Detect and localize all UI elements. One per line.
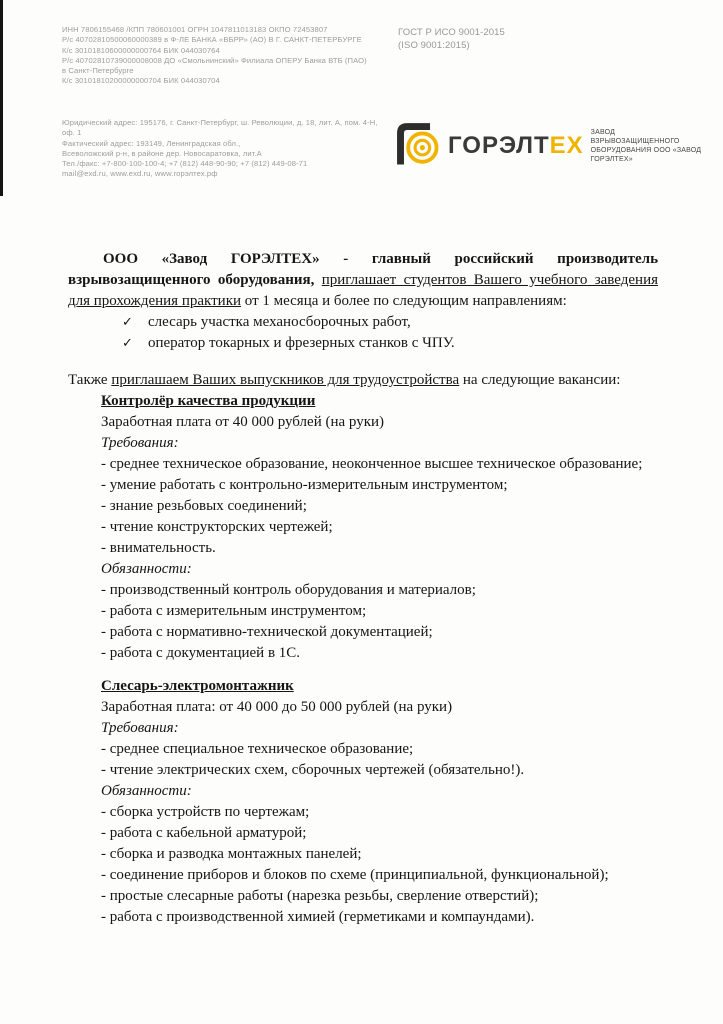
page-edge-scan-artifact	[0, 0, 3, 196]
requirement-item: - умение работать с контрольно-измерительным инструментом;	[101, 477, 508, 493]
also-prefix-text: Также	[68, 372, 108, 388]
duty-item: - сборка устройств по чертежам;	[101, 804, 310, 820]
intro-paragraph	[68, 249, 658, 312]
company-requisites	[62, 25, 392, 87]
requirements-label: Требования:	[101, 435, 179, 451]
duty-item: - соединение приборов и блоков по схеме (принципиальной, функциональной);	[101, 867, 609, 883]
also-underlined-text: приглашаем Ваших выпускников для трудоустройства	[111, 372, 460, 388]
vacancy-salary: Заработная плата: от 40 000 до 50 000 рублей (на руки)	[101, 699, 453, 715]
intro-tail-text: от 1 месяца и более по следующим направлениям:	[244, 293, 567, 309]
practice-directions-list	[122, 312, 658, 354]
logo-wordmark-accent: ЕХ	[549, 131, 584, 159]
duties-label: Обязанности:	[101, 561, 192, 577]
duties-label: Обязанности:	[101, 783, 192, 799]
requirement-item: - внимательность.	[101, 540, 216, 556]
vacancy-quality-controller	[101, 391, 658, 664]
gost-line: ГОСТ Р ИСО 9001-2015	[398, 27, 505, 38]
requirement-item: - среднее техническое образование, неоконченное высшее техническое образование;	[101, 456, 643, 472]
duty-item: - сборка и разводка монтажных панелей;	[101, 846, 362, 862]
practice-item	[122, 333, 658, 354]
requisites-line: Р/с 40702810500060000389 в Ф-ЛЕ БАНКА «ВБРР» (АО) В Г. САНКТ-ПЕТЕРБУРГЕ	[62, 35, 362, 45]
company-logo	[394, 120, 706, 171]
vacancy-salary: Заработная плата от 40 000 рублей (на руки)	[101, 414, 385, 430]
vacancy-title: Слесарь-электромонтажник	[101, 678, 294, 694]
logo-tagline	[591, 128, 706, 164]
duty-item: - производственный контроль оборудования и материалов;	[101, 582, 476, 598]
intro-underlined-text: приглашает студентов Вашего учебного заведения для прохождения практики	[68, 272, 658, 309]
logo-tagline-line2: ОБОРУДОВАНИЯ ООО «ЗАВОД ГОРЭЛТЕХ»	[590, 146, 702, 163]
letter-body	[68, 249, 658, 928]
intro-bold-text: ООО «Завод ГОРЭЛТЕХ» - главный российский производитель взрывозащищенного оборудования,	[68, 251, 658, 288]
address-line: mail@exd.ru, www.exd.ru, www.горэлтех.рф	[62, 169, 218, 179]
duty-item: - работа с производственной химией (герметиками и компаундами).	[101, 909, 535, 925]
requisites-line: Р/с 40702810739000008008 ДО «Смольнинский» Филиала ОПЕРУ Банка ВТБ (ПАО)	[62, 55, 367, 65]
goreltech-logo-icon	[394, 120, 440, 171]
logo-wordmark	[448, 132, 584, 160]
practice-item	[122, 312, 658, 333]
gost-certification	[398, 27, 505, 52]
requisites-line: в Санкт-Петербурге	[62, 66, 134, 76]
duty-item: - работа с кабельной арматурой;	[101, 825, 307, 841]
requisites-line: К/с 30101810600000000764 БИК 044030764	[62, 45, 220, 55]
requisites-line: К/с 30101810200000000704 БИК 044030704	[62, 76, 220, 86]
duty-item: - работа с нормативно-технической документацией;	[101, 624, 433, 640]
company-address	[62, 118, 392, 180]
vacancy-electrician-fitter	[101, 676, 658, 928]
also-tail-text: на следующие вакансии:	[462, 372, 621, 388]
address-line: Тел./факс: +7-800-100-100-4; +7 (812) 448-90-90; +7 (812) 449-08-71	[62, 159, 308, 169]
requirement-item: - чтение электрических схем, сборочных чертежей (обязательно!).	[101, 762, 525, 778]
address-line: Фактический адрес: 193149, Ленинградская обл.,	[62, 138, 241, 148]
checkmark-icon: ✓	[122, 315, 133, 330]
practice-item-text: оператор токарных и фрезерных станков с ЧПУ.	[148, 335, 455, 351]
graduates-invitation-line	[68, 370, 658, 391]
practice-item-text: слесарь участка механосборочных работ,	[148, 314, 411, 330]
duty-item: - работа с документацией в 1С.	[101, 645, 301, 661]
requirement-item: - знание резьбовых соединений;	[101, 498, 307, 514]
address-line: Всеволожский р-н, в районе дер. Новосаратовка, лит.А	[62, 148, 262, 158]
gost-line: (ISO 9001:2015)	[398, 39, 470, 51]
duty-item: - простые слесарные работы (нарезка резьбы, сверление отверстий);	[101, 888, 539, 904]
vacancy-title: Контролёр качества продукции	[101, 393, 316, 409]
requirement-item: - среднее специальное техническое образование;	[101, 741, 414, 757]
logo-tagline-line1: ЗАВОД ВЗРЫВОЗАЩИЩЕННОГО	[590, 128, 680, 145]
requisites-line: ИНН 7806155468 /КПП 780601001 ОГРН 1047811013183 ОКПО 72453807	[62, 25, 328, 34]
requirements-label: Требования:	[101, 720, 179, 736]
address-line: Юридический адрес: 195176, г. Санкт-Петербург, ш. Революции, д. 18, лит. А, пом. 4-Н, оф. 1	[62, 118, 378, 138]
checkmark-icon: ✓	[122, 336, 133, 351]
requirement-item: - чтение конструкторских чертежей;	[101, 519, 333, 535]
logo-wordmark-dark: ГОРЭЛТ	[448, 131, 550, 159]
duty-item: - работа с измерительным инструментом;	[101, 603, 367, 619]
